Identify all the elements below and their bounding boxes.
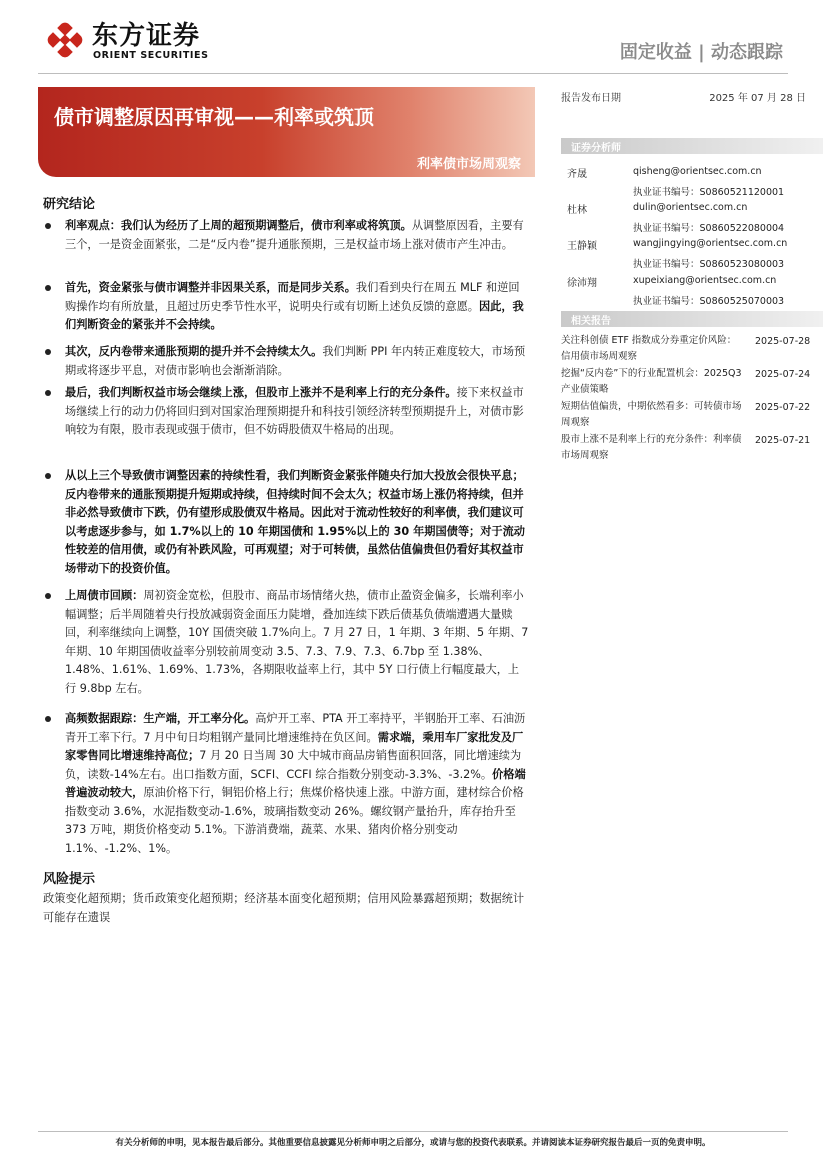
analyst-name: 王静颖 [567,241,597,252]
paragraph-text: 我们看到央行在周五 MLF 和逆回购操作均有所放量，且超过历史季节性水平，说明央行或有切断上述负反馈的意愿。 [65,281,520,313]
conclusion-paragraph [43,217,530,254]
bullet-icon [45,473,51,479]
paragraph-text: 原油价格下行，铜铝价格上行；焦煤价格快速上涨。中游方面，建材综合价格指数变动 3.6%，水泥指数变动-1.6%，玻璃指数变动 26%。螺纹钢产量抬升，库存抬升至 373 万吨，期货价格变动 5.1%。下游消费端，蔬菜、水果、猪肉价格分别变动 1.1%、-1.2%、1%。 [65,786,524,855]
bullet-icon [45,390,51,396]
analysts-heading-bar [561,138,823,154]
conclusion-paragraph [43,279,530,335]
bullet-icon [45,716,51,722]
related-report-date: 2025-07-22 [755,402,811,413]
related-heading-bar [561,311,823,327]
bullet-icon [45,349,51,355]
analyst-cert: 执业证书编号：S0860523080003 [633,259,785,270]
footer-divider [38,1131,788,1132]
report-title: 债市调整原因再审视——利率或筑顶 [54,105,374,129]
analysts-heading: 证券分析师 [571,143,621,154]
report-date-label: 报告发布日期 [561,93,621,104]
analyst-cert: 执业证书编号：S0860522080004 [633,223,785,234]
paragraph-bold: 上周债市回顾： [65,589,144,602]
analyst-name: 徐沛翔 [567,278,597,289]
paragraph-text: 7 月 20 日当周 30 大中城市商品房销售面积回落，同比增速续为负，读数-14%左右。出口指数方面，SCFI、CCFI 综合指数分别变动-3.3%、-3.2%。 [65,749,522,781]
paragraph-bold: 从以上三个导致债市调整因素的持续性看，我们判断资金紧张伴随央行加大投放会很快平息；反内卷带来的通胀预期提升短期或持续，但持续时间不会太久；权益市场上涨仍将持续，但并非必然导致债市下跌，仍有望形成股债双牛格局。因此对于流动性较好的利率债，我们建议可以考虑逐步参与，如 1.7%以上的 10 年期国债和 1.95%以上的 30 年期国债等；对于流动性较差的信用债，或仍有补跌风险，可再观望；对于可转债，虽然估值偏贵但仍看好其权益市场带动下的投资价值。 [65,469,525,575]
report-subtitle: 利率债市场周观察 [416,157,521,172]
paragraph-bold: 利率观点：我们认为经历了上周的超预期调整后，债市利率或将筑顶。 [65,219,412,232]
analyst-email[interactable]: qisheng@orientsec.com.cn [633,166,762,177]
paragraph-bold: 其次，反内卷带来通胀预期的提升并不会持续太久。 [65,345,323,358]
related-report-title[interactable]: 短期估值偏贵，中期依然看多：可转债市场周观察 [561,401,742,428]
related-report-date: 2025-07-28 [755,336,811,347]
conclusion-heading: 研究结论 [43,197,96,212]
conclusion-paragraph [43,710,530,858]
report-category: 固定收益 | 动态跟踪 [619,42,783,63]
logo-mark-icon [47,22,83,58]
analyst-email[interactable]: dulin@orientsec.com.cn [633,202,748,213]
related-report-date: 2025-07-24 [755,369,811,380]
analyst-email[interactable]: wangjingying@orientsec.com.cn [633,238,788,249]
paragraph-text: 高炉开工率、PTA 开工率持平，半钢胎开工率、石油沥青开工率下行。7 月中旬日均粗钢产量同比增速维持在负区间。 [65,712,526,744]
paragraph-bold: 高频数据跟踪：生产端，开工率分化。 [65,712,256,725]
conclusion-paragraph [43,343,530,380]
analyst-name: 杜林 [567,205,587,216]
paragraph-bold: 最后，我们判断权益市场会继续上涨，但股市上涨并不是利率上行的充分条件。 [65,386,457,399]
related-heading: 相关报告 [571,316,611,327]
related-report-title[interactable]: 股市上涨不是利率上行的充分条件：利率债市场周观察 [561,434,742,461]
paragraph-bold: 需求端，乘用车厂家批发及厂家零售同比增速维持高位； [65,730,524,762]
logo-english: ORIENT SECURITIES [93,50,209,61]
footer-disclaimer: 有关分析师的申明，见本报告最后部分。其他重要信息披露见分析师申明之后部分，或请与您的投资代表联系。并请阅读本证券研究报告最后一页的免责申明。 [115,1138,711,1148]
report-date-value: 2025 年 07 月 28 日 [709,93,806,104]
analyst-cert: 执业证书编号：S0860521120001 [633,187,785,198]
paragraph-text: 从调整原因看，主要有三个，一是资金面紧张，二是“反内卷”提升通胀预期，三是权益市场上涨对债市产生冲击。 [65,219,524,251]
related-report-title[interactable]: 挖掘“反内卷”下的行业配置机会：2025Q3 产业债策略 [561,368,742,395]
logo-chinese: 东方证券 [92,21,201,51]
title-banner [38,87,535,177]
paragraph-text: 接下来权益市场继续上行的动力仍将回归到对国家治理预期提升和科技引领经济转型预期提升上，对债市影响较为有限，股市表现或强于债市，但不妨碍股债双牛格局的出现。 [65,386,524,436]
analyst-email[interactable]: xupeixiang@orientsec.com.cn [633,275,777,286]
related-report-date: 2025-07-21 [755,435,811,446]
bullet-icon [45,593,51,599]
paragraph-bold: 首先，资金紧张与债市调整并非因果关系，而是同步关系。 [65,281,356,294]
paragraph-bold: 因此，我们判断资金的紧张并不会持续。 [65,299,524,331]
conclusion-paragraph [43,467,530,578]
paragraph-text: 我们判断 PPI 年内转正难度较大，市场预期或将逐步平息，对债市影响也会渐渐消除。 [65,345,526,377]
paragraph-bold: 价格端普遍波动较大， [65,767,526,799]
bullet-icon [45,285,51,291]
conclusion-paragraph [43,384,530,440]
related-report-title[interactable]: 关注科创债 ETF 指数成分券重定价风险：信用债市场周观察 [561,335,737,362]
bullet-icon [45,223,51,229]
analyst-cert: 执业证书编号：S0860525070003 [633,296,785,307]
risk-heading: 风险提示 [43,872,96,887]
risk-text: 政策变化超预期；货币政策变化超预期；经济基本面变化超预期；信用风险暴露超预期；数据统计可能存在遗误 [43,892,525,924]
analyst-name: 齐晟 [567,169,587,180]
conclusion-paragraph [43,587,530,698]
paragraph-text: 周初资金宽松，但股市、商品市场情绪火热，债市止盈资金偏多，长端利率小幅调整；后半周随着央行投放减弱资金面压力陡增，叠加连续下跌后债基负债端遭遇大量赎回，利率继续向上调整，10Y 国债突破 1.7%向上。7 月 27 日，1 年期、3 年期、5 年期、7 年期、10 年期国债收益率分别较前周变动 3.5、7.3、7.9、7.3、6.7bp 至 1.38%、1.48%、1.61%、1.69%、1.73%，各期限收益率上行，其中 5Y 口行债上行幅度最大，上行 9.8bp 左右。 [65,589,529,695]
header-divider [38,73,788,74]
